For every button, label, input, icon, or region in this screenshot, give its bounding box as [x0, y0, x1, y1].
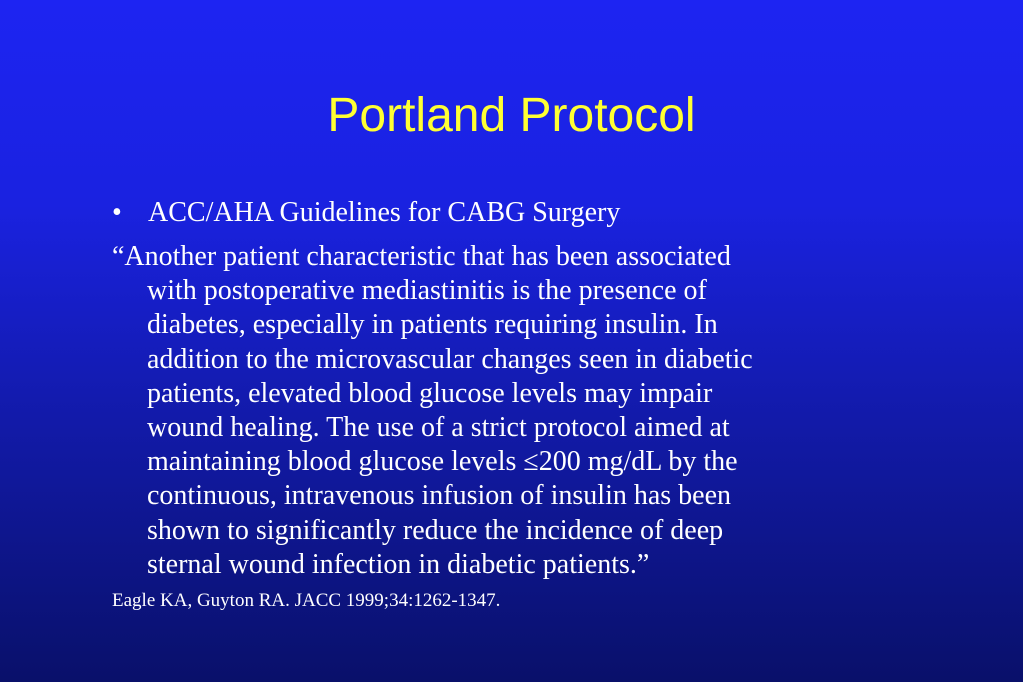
citation: Eagle KA, Guyton RA. JACC 1999;34:1262-1347.: [112, 590, 501, 611]
quote-line: sternal wound infection in diabetic patients.”: [147, 548, 650, 580]
quote-line: wound healing. The use of a strict protocol aimed at: [147, 412, 730, 444]
bullet-item: [112, 196, 620, 230]
quote-line: with postoperative mediastinitis is the presence of: [147, 275, 707, 307]
quote-line: shown to significantly reduce the incidence of deep: [147, 514, 724, 546]
quote-line: “Another patient characteristic that has been associated: [112, 241, 731, 272]
quote-block: [112, 240, 912, 582]
bullet-icon: •: [112, 197, 122, 228]
quote-line: continuous, intravenous infusion of insulin has been: [147, 480, 732, 512]
quote-line: addition to the microvascular changes seen in diabetic: [147, 343, 753, 375]
quote-line: diabetes, especially in patients requiring insulin. In: [147, 309, 718, 341]
bullet-text: ACC/AHA Guidelines for CABG Surgery: [148, 197, 621, 228]
slide-title: Portland Protocol: [327, 89, 696, 142]
quote-line: patients, elevated blood glucose levels may impair: [147, 377, 713, 409]
quote-line: maintaining blood glucose levels ≤200 mg/dL by the: [147, 446, 738, 478]
